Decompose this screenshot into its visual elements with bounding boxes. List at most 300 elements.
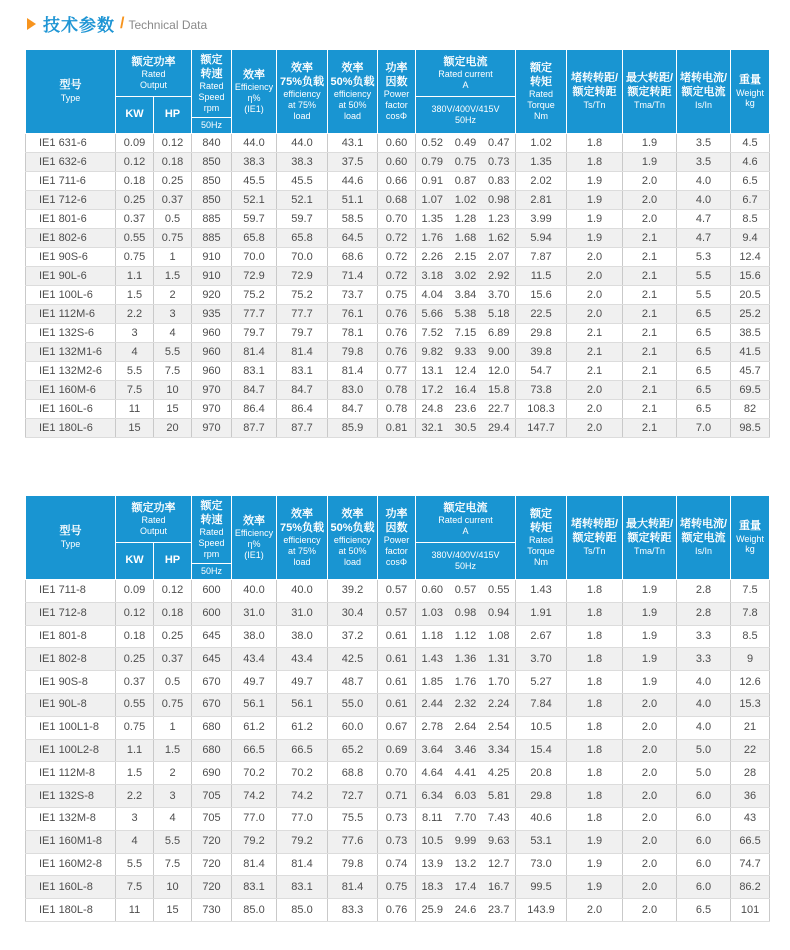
value-cell: 1.85 bbox=[416, 671, 449, 694]
value-cell: 0.83 bbox=[483, 172, 516, 191]
value-cell: 7.52 bbox=[416, 324, 449, 343]
value-cell: 77.7 bbox=[232, 305, 277, 324]
value-cell: 0.79 bbox=[416, 153, 449, 172]
value-cell: 7.8 bbox=[731, 602, 770, 625]
value-cell: 0.78 bbox=[378, 381, 416, 400]
value-cell: 680 bbox=[192, 739, 232, 762]
value-cell: 79.2 bbox=[277, 830, 328, 853]
value-cell: 4 bbox=[154, 807, 192, 830]
value-cell: 850 bbox=[192, 153, 232, 172]
value-cell: 4.7 bbox=[677, 229, 731, 248]
model-cell: IE1 632-6 bbox=[26, 153, 116, 172]
value-cell: 2.0 bbox=[623, 693, 677, 716]
value-cell: 850 bbox=[192, 172, 232, 191]
value-cell: 43.1 bbox=[328, 134, 378, 153]
value-cell: 1.12 bbox=[449, 625, 483, 648]
value-cell: 17.4 bbox=[449, 876, 483, 899]
value-cell: 40.0 bbox=[277, 580, 328, 603]
value-cell: 39.8 bbox=[516, 343, 567, 362]
value-cell: 29.8 bbox=[516, 785, 567, 808]
value-cell: 65.8 bbox=[232, 229, 277, 248]
value-cell: 1.8 bbox=[567, 693, 623, 716]
value-cell: 52.1 bbox=[232, 191, 277, 210]
tma-zh1: 最大转距/ bbox=[626, 518, 674, 531]
pf-en2: factor bbox=[385, 545, 408, 556]
value-cell: 0.91 bbox=[416, 172, 449, 191]
value-cell: 65.2 bbox=[328, 739, 378, 762]
model-cell: IE1 160M2-8 bbox=[26, 853, 116, 876]
value-cell: 1.9 bbox=[567, 229, 623, 248]
value-cell: 885 bbox=[192, 229, 232, 248]
table-row bbox=[26, 210, 770, 229]
col-header-power-factor bbox=[378, 496, 416, 580]
col-header-efficiency-75 bbox=[277, 496, 328, 580]
value-cell: 7.84 bbox=[516, 693, 567, 716]
value-cell: 12.7 bbox=[483, 853, 516, 876]
value-cell: 960 bbox=[192, 343, 232, 362]
eff50-en3: load bbox=[343, 110, 361, 121]
value-cell: 70.2 bbox=[232, 762, 277, 785]
value-cell: 3.70 bbox=[516, 648, 567, 671]
value-cell: 3.99 bbox=[516, 210, 567, 229]
header-row-1 bbox=[26, 50, 770, 97]
rated-speed-en3: rpm bbox=[203, 102, 220, 113]
value-cell: 15.4 bbox=[516, 739, 567, 762]
model-cell: IE1 180L-6 bbox=[26, 419, 116, 438]
value-cell: 1.9 bbox=[623, 625, 677, 648]
value-cell: 73.7 bbox=[328, 286, 378, 305]
model-cell: IE1 132M2-6 bbox=[26, 362, 116, 381]
efficiency-zh: 效率 bbox=[243, 68, 265, 81]
eff50-zh1: 效率 bbox=[341, 61, 364, 74]
efficiency-en3: (IE1) bbox=[244, 103, 264, 114]
value-cell: 6.5 bbox=[677, 381, 731, 400]
value-cell: 645 bbox=[192, 625, 232, 648]
table-row bbox=[26, 172, 770, 191]
value-cell: 600 bbox=[192, 602, 232, 625]
spec-table-8-pole bbox=[25, 495, 770, 922]
value-cell: 43.4 bbox=[277, 648, 328, 671]
value-cell: 25.2 bbox=[731, 305, 770, 324]
value-cell: 0.75 bbox=[116, 248, 154, 267]
value-cell: 79.2 bbox=[232, 830, 277, 853]
col-header-rated-torque bbox=[516, 50, 567, 134]
value-cell: 1.8 bbox=[567, 807, 623, 830]
value-cell: 3.3 bbox=[677, 648, 731, 671]
value-cell: 1.8 bbox=[567, 716, 623, 739]
value-cell: 44.6 bbox=[328, 172, 378, 191]
value-cell: 1.43 bbox=[516, 580, 567, 603]
value-cell: 22.7 bbox=[483, 400, 516, 419]
value-cell: 6.7 bbox=[731, 191, 770, 210]
value-cell: 0.98 bbox=[449, 602, 483, 625]
col-header-hp bbox=[154, 543, 192, 580]
title-chinese: 技术参数 bbox=[43, 16, 115, 35]
value-cell: 45.7 bbox=[731, 362, 770, 381]
value-cell: 1.18 bbox=[416, 625, 449, 648]
value-cell: 143.9 bbox=[516, 899, 567, 922]
value-cell: 52.1 bbox=[277, 191, 328, 210]
value-cell: 885 bbox=[192, 210, 232, 229]
value-cell: 6.0 bbox=[677, 807, 731, 830]
col-header-efficiency-75 bbox=[277, 50, 328, 134]
value-cell: 4.0 bbox=[677, 693, 731, 716]
value-cell: 2.2 bbox=[116, 785, 154, 808]
rated-speed-zh2: 转速 bbox=[200, 513, 223, 526]
value-cell: 87.7 bbox=[232, 419, 277, 438]
value-cell: 8.5 bbox=[731, 625, 770, 648]
value-cell: 70.2 bbox=[277, 762, 328, 785]
value-cell: 71.4 bbox=[328, 267, 378, 286]
value-cell: 2.0 bbox=[623, 739, 677, 762]
weight-en2: kg bbox=[745, 98, 755, 109]
torque-zh2: 转矩 bbox=[530, 75, 553, 88]
value-cell: 2.0 bbox=[623, 191, 677, 210]
value-cell: 0.72 bbox=[378, 267, 416, 286]
value-cell: 7.43 bbox=[483, 807, 516, 830]
efficiency-en2: η% bbox=[247, 93, 261, 104]
value-cell: 51.1 bbox=[328, 191, 378, 210]
value-cell: 645 bbox=[192, 648, 232, 671]
rated-speed-en1: Rated bbox=[199, 81, 224, 92]
value-cell: 1.8 bbox=[567, 785, 623, 808]
value-cell: 1.02 bbox=[516, 134, 567, 153]
value-cell: 4 bbox=[154, 324, 192, 343]
rated-current-en1: Rated current bbox=[438, 69, 493, 80]
value-cell: 6.5 bbox=[677, 362, 731, 381]
value-cell: 22 bbox=[731, 739, 770, 762]
value-cell: 2.0 bbox=[623, 172, 677, 191]
col-header-50hz bbox=[192, 118, 232, 134]
tma-en: Tma/Tn bbox=[634, 99, 666, 110]
value-cell: 3.02 bbox=[449, 267, 483, 286]
value-cell: 6.5 bbox=[677, 400, 731, 419]
value-cell: 0.09 bbox=[116, 580, 154, 603]
value-cell: 4.41 bbox=[449, 762, 483, 785]
value-cell: 15 bbox=[116, 419, 154, 438]
value-cell: 60.0 bbox=[328, 716, 378, 739]
value-cell: 84.7 bbox=[328, 400, 378, 419]
model-cell: IE1 132S-6 bbox=[26, 324, 116, 343]
tma-zh1: 最大转距/ bbox=[626, 72, 674, 85]
value-cell: 11 bbox=[116, 400, 154, 419]
ts-zh2: 额定转距 bbox=[572, 86, 617, 99]
value-cell: 7.15 bbox=[449, 324, 483, 343]
value-cell: 0.18 bbox=[116, 172, 154, 191]
value-cell: 86.4 bbox=[232, 400, 277, 419]
value-cell: 49.7 bbox=[277, 671, 328, 694]
value-cell: 0.98 bbox=[483, 191, 516, 210]
table-row bbox=[26, 229, 770, 248]
value-cell: 77.7 bbox=[277, 305, 328, 324]
value-cell: 2.1 bbox=[623, 381, 677, 400]
table-row bbox=[26, 362, 770, 381]
eff50-en1: efficiency bbox=[333, 535, 372, 546]
value-cell: 0.72 bbox=[378, 229, 416, 248]
rated-output-en2: Output bbox=[139, 525, 168, 536]
value-cell: 0.12 bbox=[116, 602, 154, 625]
value-cell: 11.5 bbox=[516, 267, 567, 286]
value-cell: 70.0 bbox=[232, 248, 277, 267]
value-cell: 2.15 bbox=[449, 248, 483, 267]
value-cell: 1.36 bbox=[449, 648, 483, 671]
value-cell: 12.4 bbox=[449, 362, 483, 381]
value-cell: 3.3 bbox=[677, 625, 731, 648]
col-header-is-in bbox=[677, 50, 731, 134]
value-cell: 56.1 bbox=[232, 693, 277, 716]
value-cell: 0.37 bbox=[154, 648, 192, 671]
value-cell: 86.4 bbox=[277, 400, 328, 419]
value-cell: 79.8 bbox=[328, 343, 378, 362]
value-cell: 1.9 bbox=[623, 134, 677, 153]
value-cell: 0.87 bbox=[449, 172, 483, 191]
col-header-rated-speed bbox=[192, 50, 232, 118]
value-cell: 69.5 bbox=[731, 381, 770, 400]
rated-output-zh: 额定功率 bbox=[131, 501, 176, 514]
value-cell: 31.0 bbox=[232, 602, 277, 625]
value-cell: 0.77 bbox=[378, 362, 416, 381]
value-cell: 55.0 bbox=[328, 693, 378, 716]
is-zh1: 堵转电流/ bbox=[680, 72, 728, 85]
value-cell: 24.8 bbox=[416, 400, 449, 419]
value-cell: 23.6 bbox=[449, 400, 483, 419]
value-cell: 61.2 bbox=[277, 716, 328, 739]
value-cell: 1.5 bbox=[116, 286, 154, 305]
value-cell: 42.5 bbox=[328, 648, 378, 671]
value-cell: 3.18 bbox=[416, 267, 449, 286]
value-cell: 935 bbox=[192, 305, 232, 324]
value-cell: 0.61 bbox=[378, 693, 416, 716]
rated-speed-zh1: 额定 bbox=[200, 499, 223, 512]
table-row bbox=[26, 305, 770, 324]
value-cell: 20 bbox=[154, 419, 192, 438]
voltage-line2: 50Hz bbox=[455, 115, 477, 125]
pf-zh1: 功率 bbox=[385, 61, 408, 74]
value-cell: 77.0 bbox=[277, 807, 328, 830]
value-cell: 9.99 bbox=[449, 830, 483, 853]
efficiency-en1: Efficiency bbox=[234, 528, 274, 539]
value-cell: 0.67 bbox=[378, 716, 416, 739]
value-cell: 7.5 bbox=[116, 381, 154, 400]
col-header-50hz bbox=[192, 564, 232, 580]
value-cell: 1.91 bbox=[516, 602, 567, 625]
value-cell: 0.12 bbox=[154, 134, 192, 153]
rated-current-en2: A bbox=[462, 79, 469, 90]
rated-current-zh: 额定电流 bbox=[443, 55, 488, 68]
value-cell: 73.0 bbox=[516, 853, 567, 876]
voltage-line1: 380V/400V/415V bbox=[431, 104, 500, 115]
value-cell: 81.4 bbox=[232, 343, 277, 362]
model-cell: IE1 801-8 bbox=[26, 625, 116, 648]
value-cell: 0.75 bbox=[116, 716, 154, 739]
value-cell: 2.8 bbox=[677, 602, 731, 625]
value-cell: 0.61 bbox=[378, 671, 416, 694]
value-cell: 2.0 bbox=[623, 716, 677, 739]
value-cell: 4.0 bbox=[677, 716, 731, 739]
is-en: Is/In bbox=[695, 99, 713, 110]
type-label-zh: 型号 bbox=[59, 79, 82, 92]
value-cell: 1.68 bbox=[449, 229, 483, 248]
value-cell: 13.9 bbox=[416, 853, 449, 876]
value-cell: 83.1 bbox=[232, 876, 277, 899]
model-cell: IE1 711-6 bbox=[26, 172, 116, 191]
value-cell: 1 bbox=[154, 248, 192, 267]
table-body-6-pole bbox=[26, 134, 770, 438]
table-row bbox=[26, 134, 770, 153]
value-cell: 0.12 bbox=[154, 580, 192, 603]
model-cell: IE1 712-8 bbox=[26, 602, 116, 625]
voltage-line1: 380V/400V/415V bbox=[431, 550, 500, 561]
model-cell: IE1 100L2-8 bbox=[26, 739, 116, 762]
value-cell: 12.0 bbox=[483, 362, 516, 381]
table-row bbox=[26, 785, 770, 808]
value-cell: 18.3 bbox=[416, 876, 449, 899]
value-cell: 1.1 bbox=[116, 739, 154, 762]
value-cell: 68.8 bbox=[328, 762, 378, 785]
value-cell: 23.7 bbox=[483, 899, 516, 922]
value-cell: 38.0 bbox=[277, 625, 328, 648]
value-cell: 1.35 bbox=[416, 210, 449, 229]
model-cell: IE1 712-6 bbox=[26, 191, 116, 210]
table-row bbox=[26, 739, 770, 762]
torque-en3: Nm bbox=[534, 556, 549, 567]
rated-speed-en2: Speed bbox=[198, 537, 225, 548]
value-cell: 73.8 bbox=[516, 381, 567, 400]
value-cell: 6.0 bbox=[677, 853, 731, 876]
value-cell: 1.8 bbox=[567, 739, 623, 762]
value-cell: 84.7 bbox=[277, 381, 328, 400]
value-cell: 108.3 bbox=[516, 400, 567, 419]
col-header-efficiency-50 bbox=[328, 50, 378, 134]
value-cell: 0.18 bbox=[154, 153, 192, 172]
table-row bbox=[26, 762, 770, 785]
rated-output-en2: Output bbox=[139, 79, 168, 90]
eff75-en1: efficiency bbox=[283, 535, 321, 546]
value-cell: 0.18 bbox=[154, 602, 192, 625]
eff50-zh2: 50%负载 bbox=[330, 521, 375, 534]
efficiency-en2: η% bbox=[247, 539, 261, 550]
col-header-is-in bbox=[677, 496, 731, 580]
value-cell: 0.49 bbox=[449, 134, 483, 153]
value-cell: 720 bbox=[192, 876, 232, 899]
value-cell: 58.5 bbox=[328, 210, 378, 229]
value-cell: 5.5 bbox=[677, 286, 731, 305]
kw-label: KW bbox=[125, 108, 144, 121]
value-cell: 0.70 bbox=[378, 762, 416, 785]
value-cell: 40.0 bbox=[232, 580, 277, 603]
value-cell: 2.0 bbox=[567, 248, 623, 267]
pf-en3: cosΦ bbox=[385, 110, 408, 121]
table-row bbox=[26, 419, 770, 438]
value-cell: 82 bbox=[731, 400, 770, 419]
value-cell: 2.02 bbox=[516, 172, 567, 191]
value-cell: 78.1 bbox=[328, 324, 378, 343]
table-row bbox=[26, 286, 770, 305]
value-cell: 1.5 bbox=[154, 267, 192, 286]
value-cell: 0.52 bbox=[416, 134, 449, 153]
col-header-kw bbox=[116, 97, 154, 134]
value-cell: 4.04 bbox=[416, 286, 449, 305]
value-cell: 0.37 bbox=[116, 671, 154, 694]
model-cell: IE1 180L-8 bbox=[26, 899, 116, 922]
value-cell: 4.5 bbox=[731, 134, 770, 153]
rated-speed-en3: rpm bbox=[203, 548, 220, 559]
value-cell: 37.5 bbox=[328, 153, 378, 172]
value-cell: 1.9 bbox=[567, 876, 623, 899]
value-cell: 2.0 bbox=[567, 267, 623, 286]
value-cell: 2.78 bbox=[416, 716, 449, 739]
value-cell: 3.84 bbox=[449, 286, 483, 305]
value-cell: 1.9 bbox=[567, 853, 623, 876]
value-cell: 7.70 bbox=[449, 807, 483, 830]
value-cell: 1.9 bbox=[567, 210, 623, 229]
value-cell: 6.0 bbox=[677, 830, 731, 853]
value-cell: 0.12 bbox=[116, 153, 154, 172]
model-cell: IE1 132M-8 bbox=[26, 807, 116, 830]
value-cell: 15 bbox=[154, 899, 192, 922]
spec-table-6-pole bbox=[25, 49, 770, 438]
eff50-en1: efficiency bbox=[333, 89, 372, 100]
pf-zh2: 因数 bbox=[385, 75, 408, 88]
value-cell: 8.11 bbox=[416, 807, 449, 830]
value-cell: 30.4 bbox=[328, 602, 378, 625]
value-cell: 77.0 bbox=[232, 807, 277, 830]
ts-zh2: 额定转距 bbox=[572, 532, 617, 545]
model-cell: IE1 160L-6 bbox=[26, 400, 116, 419]
value-cell: 0.25 bbox=[154, 172, 192, 191]
value-cell: 74.2 bbox=[232, 785, 277, 808]
table-row bbox=[26, 625, 770, 648]
value-cell: 2 bbox=[154, 762, 192, 785]
value-cell: 1.9 bbox=[567, 172, 623, 191]
is-zh2: 额定电流 bbox=[681, 86, 726, 99]
value-cell: 1.02 bbox=[449, 191, 483, 210]
col-header-efficiency bbox=[232, 50, 277, 134]
torque-en2: Torque bbox=[527, 99, 555, 110]
value-cell: 0.55 bbox=[116, 693, 154, 716]
value-cell: 5.5 bbox=[154, 343, 192, 362]
value-cell: 0.60 bbox=[416, 580, 449, 603]
speed-50hz-label: 50Hz bbox=[200, 120, 222, 131]
value-cell: 2.44 bbox=[416, 693, 449, 716]
value-cell: 705 bbox=[192, 785, 232, 808]
col-header-rated-speed bbox=[192, 496, 232, 564]
value-cell: 1.9 bbox=[623, 671, 677, 694]
table-row bbox=[26, 853, 770, 876]
tma-zh2: 额定转距 bbox=[627, 532, 672, 545]
col-header-weight bbox=[731, 50, 770, 134]
value-cell: 1.43 bbox=[416, 648, 449, 671]
torque-en1: Rated bbox=[529, 535, 554, 546]
torque-en2: Torque bbox=[527, 545, 555, 556]
value-cell: 680 bbox=[192, 716, 232, 739]
model-cell: IE1 100L-6 bbox=[26, 286, 116, 305]
value-cell: 0.74 bbox=[378, 853, 416, 876]
table-row bbox=[26, 876, 770, 899]
value-cell: 36 bbox=[731, 785, 770, 808]
model-cell: IE1 160M-6 bbox=[26, 381, 116, 400]
col-header-rated-current bbox=[416, 496, 516, 543]
value-cell: 79.8 bbox=[328, 853, 378, 876]
value-cell: 2.0 bbox=[623, 830, 677, 853]
model-cell: IE1 132S-8 bbox=[26, 785, 116, 808]
rated-speed-zh1: 额定 bbox=[200, 53, 223, 66]
value-cell: 0.60 bbox=[378, 153, 416, 172]
value-cell: 7.0 bbox=[677, 419, 731, 438]
value-cell: 81.4 bbox=[277, 343, 328, 362]
speed-50hz-label: 50Hz bbox=[200, 566, 222, 577]
eff50-zh2: 50%负载 bbox=[330, 75, 375, 88]
